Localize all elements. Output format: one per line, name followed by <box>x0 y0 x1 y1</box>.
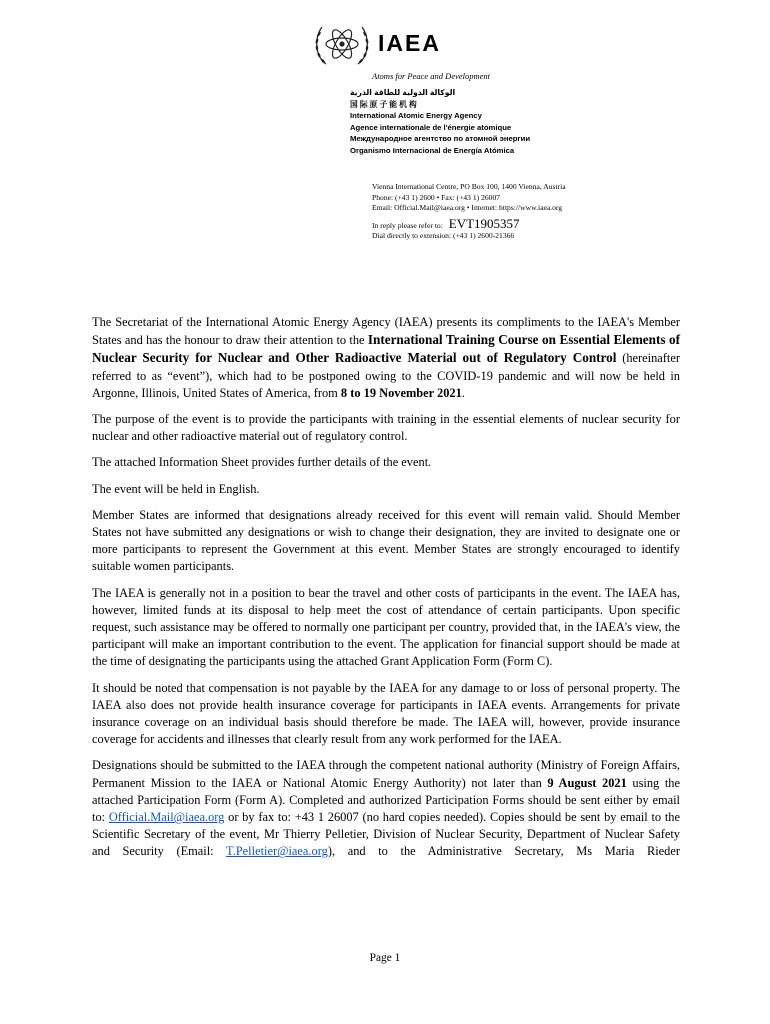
paragraph-intro <box>92 314 680 402</box>
agency-name-english: International Atomic Energy Agency <box>350 111 482 121</box>
pelletier-email-link[interactable]: T.Pelletier@iaea.org <box>226 844 328 859</box>
submission-text-cont: using the attached Participation Form (Form A). Completed and authorized Participation Forms should be sent either by email to: <box>92 775 680 825</box>
reference-code: EVT1905357 <box>448 216 520 231</box>
paragraph-insurance: It should be noted that compensation is not payable by the IAEA for any damage to or loss of personal property. The IAEA also does not provide health insurance coverage for participants in IAEA events. Arrangements for private insurance coverage on an individual basis should therefore be made. The IAEA will, however, provide insurance coverage for accidents and illnesses that clearly result from any work performed for the IAEA. <box>92 680 680 747</box>
address-line: Vienna International Centre, PO Box 100, 1400 Vienna, Austria <box>372 182 566 191</box>
paragraph-designations: Member States are informed that designations already received for this event will remain valid. Should Member States not have submitted any designations or wish to change their designation, they are invited to designate one or more participants to represent the Government at this event. Member States are strongly encouraged to identify suitable women participants. <box>92 507 680 574</box>
agency-name-chinese: 国 际 原 子 能 机 构 <box>350 99 417 109</box>
paragraph-purpose: The purpose of the event is to provide the participants with training in the essential elements of nuclear security for nuclear and other radioactive material out of regulatory control. <box>92 412 680 444</box>
reference-block <box>372 216 520 241</box>
event-dates: 8 to 19 November 2021 <box>340 385 462 400</box>
submission-text: Designations should be submitted to the IAEA through the competent national authority (Ministry of Foreign Affairs, Permanent Mission to the IAEA or National Atomic Energy Authority) not later than <box>92 758 680 790</box>
letter-body <box>92 314 680 870</box>
agency-name-russian: Международное агентство по атомной энергии <box>350 134 531 144</box>
agency-name-french: Agence internationale de l'énergie atomique <box>350 122 512 132</box>
event-title: International Training Course on Essential Elements of Nuclear Security for Nuclear and Other Radioactive Material out of Regulatory Control <box>92 332 681 366</box>
tagline: Atoms for Peace and Development <box>372 71 491 81</box>
contact-address <box>372 182 566 214</box>
official-mail-link[interactable]: Official.Mail@iaea.org <box>108 810 225 825</box>
agency-names <box>350 87 630 157</box>
logo-text: IAEA <box>378 30 441 56</box>
agency-name-arabic: الوكالة الدولية للطاقة الذرية <box>350 88 456 97</box>
intro-period: . <box>461 385 465 400</box>
submission-text-end: ), and to the Administrative Secretary, Ms Maria Rieder <box>327 844 680 859</box>
dial-extension: Dial directly to extension: (+43 1) 2600-21366 <box>372 231 515 240</box>
submission-text-fax: or by fax to: +43 1 26007 (no hard copies needed). Copies should be sent by email to the Scientific Secretary of the event, Mr Thierry Pelletier, Division of Nuclear Security, Department of Nuclear Safety and Security (Email: <box>92 810 680 859</box>
paragraph-info-sheet: The attached Information Sheet provides further details of the event. <box>92 455 432 470</box>
paragraph-language: The event will be held in English. <box>92 481 260 496</box>
intro-text-cont: (hereinafter referred to as “event”), which had to be postponed owing to the COVID-19 pandemic and will now be held in Argonne, Illinois, United States of America, from <box>92 351 680 400</box>
paragraph-submission <box>92 757 680 860</box>
reference-label: In reply please refer to: <box>372 221 443 230</box>
paragraph-costs: The IAEA is generally not in a position to bear the travel and other costs of participants in the event. The IAEA has, however, limited funds at its disposal to help meet the cost of attendance of certain participants. Upon specific request, such assistance may be offered to normally one participant per country, provided that, in the IAEA's view, the participant will make an important contribution to the event. The application for financial support should be made at the time of designating the participants using the attached Grant Application Form (Form C). <box>92 585 680 669</box>
page-number: Page 1 <box>369 952 401 964</box>
logo <box>312 18 612 70</box>
iaea-emblem-icon <box>312 18 372 70</box>
agency-name-spanish: Organismo Internacional de Energía Atómica <box>350 145 515 155</box>
phone-fax-line: Phone: (+43 1) 2600 • Fax: (+43 1) 26007 <box>372 192 501 202</box>
intro-text: The Secretariat of the International Atomic Energy Agency (IAEA) presents its compliments to the IAEA's Member States and has the honour to draw their attention to the <box>92 315 680 348</box>
email-web-line: Email: Official.Mail@iaea.org • Internet: https://www.iaea.org <box>372 203 563 213</box>
deadline-date: 9 August 2021 <box>547 775 627 790</box>
letterhead <box>312 18 612 155</box>
